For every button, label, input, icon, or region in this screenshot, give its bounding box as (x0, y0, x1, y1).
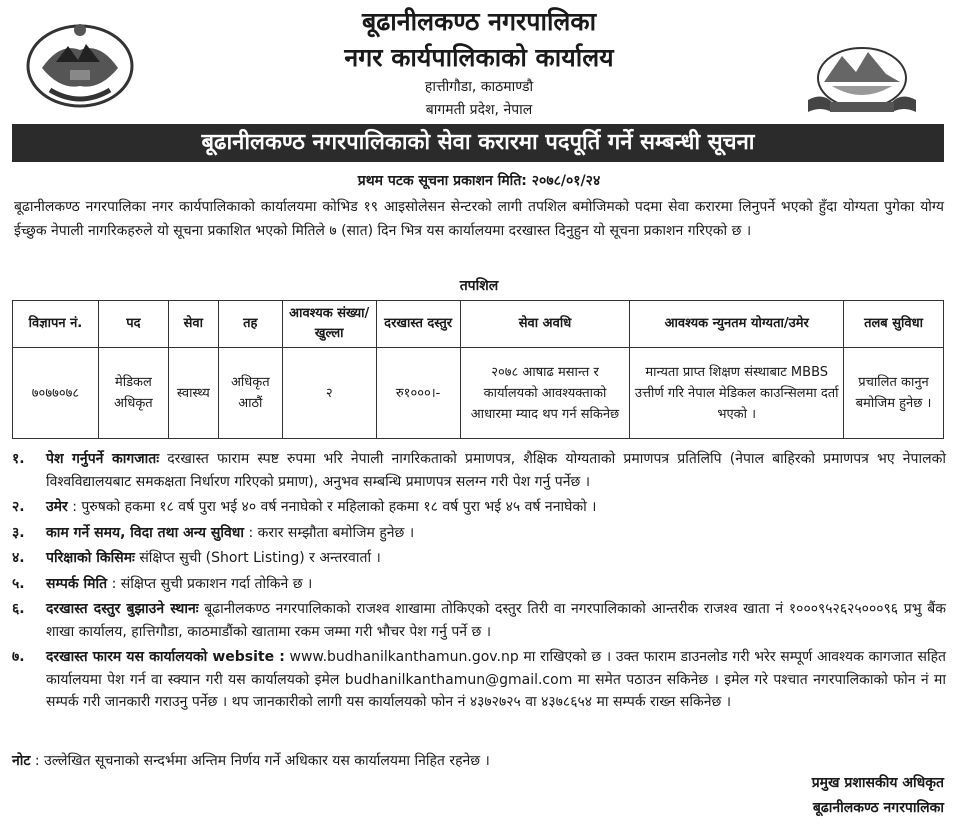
cell-ad-number: ७०७७०७८ (13, 348, 99, 439)
item-number: ६. (12, 601, 25, 617)
item-number: ५. (12, 575, 25, 592)
header (0, 0, 958, 122)
item-label: परिक्षाको किसिमः (46, 550, 135, 566)
header-post: पद (98, 301, 168, 348)
municipality-logo-icon (802, 42, 922, 118)
header-application-fee: दरखास्त दस्तुर (376, 301, 460, 348)
list-item (12, 448, 946, 493)
header-qualification: आवश्यक न्युनतम योग्यता/उमेर (630, 301, 844, 348)
header-level: तह (218, 301, 282, 348)
cell-qualification: मान्यता प्राप्त शिक्षण संस्थाबाट MBBS उत्तीर्ण गरि नेपाल मेडिकल काउन्सिलमा दर्ता भएको । (630, 348, 844, 439)
item-number: ४. (12, 550, 25, 566)
item-label: दरखास्त फारम यस कार्यालयको website : (46, 649, 285, 665)
item-number: ७. (12, 649, 25, 665)
note-label: नोट (12, 753, 31, 769)
cell-application-fee: रु१०००।- (376, 348, 460, 439)
item-label: उमेर (46, 499, 68, 515)
list-item (12, 496, 946, 519)
item-text: संक्षिप्त सुची (Short Listing) र अन्तरवार्ता । (134, 550, 381, 566)
item-text: : करार सम्झौता बमोजिम हुनेछ । (244, 524, 415, 541)
signatory-title: प्रमुख प्रशासकीय अधिकृत (811, 775, 944, 791)
list-item (12, 598, 946, 643)
table-header-row (13, 301, 944, 348)
cell-post: मेडिकल अधिकृत (98, 348, 168, 439)
item-text: : पुरुषको हकमा १८ वर्ष पुरा भई ४० वर्ष ननाघेको र महिलाको हकमा १८ वर्ष पुरा भई ४५ वर्ष ननाघेको । (67, 499, 597, 515)
list-item (12, 573, 946, 596)
item-label: काम गर्ने समय, विदा तथा अन्य सुविधा (46, 524, 244, 541)
item-text: दरखास्त फाराम स्पष्ट रुपमा भरि नेपाली नागरिकताको प्रमाणपत्र, शैक्षिक योग्यताको प्रमाणपत्र प्रतिलिपि (नेपाल बाहिरको प्रमाणपत्र भए नेपालको विश्वविद्यालयबाट समकक्षता निर्धारण गरिएको प्रमाण), अनुभव सम्बन्धि प्रमाणपत्र सलग्न गरी पेश गर्नु पर्नेछ । (46, 451, 946, 490)
header-required-count: आवश्यक संख्या/खुल्ला (282, 301, 376, 348)
cell-level: अधिकृत आठौं (218, 348, 282, 439)
list-item (12, 522, 946, 545)
office-name: नगर कार्यपालिकाको कार्यालय (344, 43, 614, 72)
vacancy-table (12, 300, 944, 439)
item-text: : संक्षिप्त सुची प्रकाशन गर्दा तोकिने छ । (107, 575, 313, 592)
intro-paragraph: बूढानीलकण्ठ नगरपालिका नगर कार्यपालिकाको कार्यालयमा कोभिड १९ आइसोलेसन सेन्टरको लागी तपशिल बमोजिमको पदमा सेवा करारमा लिनुपर्ने भएको हुँदा योग्यता पुगेका योग्य ईच्छुक नेपाली नागरिकहरुले यो सूचना प्रकाशित भएको मितिले ७ (सात) दिन भित्र यस कार्यालयमा दरखास्त दिनुहुन यो सूचना प्रकाशन गरिएको छ । (14, 199, 944, 239)
item-number: ३. (12, 524, 25, 541)
cell-service: स्वास्थ्य (168, 348, 218, 439)
province-line: बागमती प्रदेश, नेपाल (425, 102, 533, 118)
item-number: १. (12, 451, 25, 467)
cell-required-count: २ (282, 348, 376, 439)
cell-salary: प्रचालित कानुन बमोजिम हुनेछ । (844, 348, 944, 439)
item-text: बूढानीलकण्ठ नगरपालिकाको राजश्व शाखामा तोकिएको दस्तुर तिरी वा नगरपालिकाको आन्तरीक राजश्व खाता नं १०००९५२६२५०००९६ प्रभु बैंक शाखा कार्यालय, हात्तिगौडा, काठमाडौंको खातामा रकम जम्मा गरी भौचर पेश गर्नु पर्ने छ । (46, 601, 946, 640)
note-text: : उल्लेखित सूचनाको सन्दर्भमा अन्तिम निर्णय गर्ने अधिकार यस कार्यालयमा निहित रहनेछ । (30, 753, 490, 769)
table-row (13, 348, 944, 439)
note-line (12, 750, 946, 772)
header-service: सेवा (168, 301, 218, 348)
list-item (12, 547, 946, 570)
signatory-org: बूढानीलकण्ठ नगरपालिका (812, 800, 944, 816)
item-text: www.budhanilkanthamun.gov.np मा राखिएको छ । उक्त फाराम डाउनलोड गरी भरेर सम्पूर्ण आवश्यक कागजात सहित कार्यालयमा पेश गर्न वा स्क्यान गरी यस कार्यालयको इमेल budhanilkanthamun@gmail.com मा समेत पठाउन सकिनेछ । इमेल गरे पश्चात नगरपालिकाको फोन नं मा सम्पर्क गरी जानकारी गराउनु पर्नेछ । थप जानकारीको लागी यस कार्यालयको फोन नं ४३७२७२५ वा ४३७८६५४ मा सम्पर्क राख्न सकिनेछ । (46, 649, 946, 710)
item-number: २. (12, 499, 25, 515)
conditions-list (12, 448, 946, 717)
header-salary: तलब सुविधा (844, 301, 944, 348)
item-label: दरखास्त दस्तुर बुझाउने स्थानः (46, 601, 199, 617)
item-label: पेश गर्नुपर्ने कागजातः (46, 451, 160, 467)
header-service-period: सेवा अवधि (460, 301, 630, 348)
publication-date: प्रथम पटक सूचना प्रकाशन मिति: २०७८/०१/२४ (357, 173, 601, 189)
cell-service-period: २०७८ आषाढ मसान्त र कार्यालयको आवश्यक्ताको आधारमा म्याद थप गर्न सकिनेछ (460, 348, 630, 439)
table-title: तपशिल (459, 278, 499, 294)
notice-title-banner: बूढानीलकण्ठ नगरपालिकाको सेवा करारमा पदपूर्ति गर्ने सम्बन्धी सूचना (12, 124, 944, 162)
office-address: हात्तीगौडा, काठमाण्डौ (424, 79, 534, 95)
org-name: बूढानीलकण्ठ नगरपालिका (361, 7, 597, 36)
header-ad-number: विज्ञापन नं. (13, 301, 99, 348)
list-item (12, 646, 946, 714)
item-label: सम्पर्क मिति (46, 575, 108, 592)
